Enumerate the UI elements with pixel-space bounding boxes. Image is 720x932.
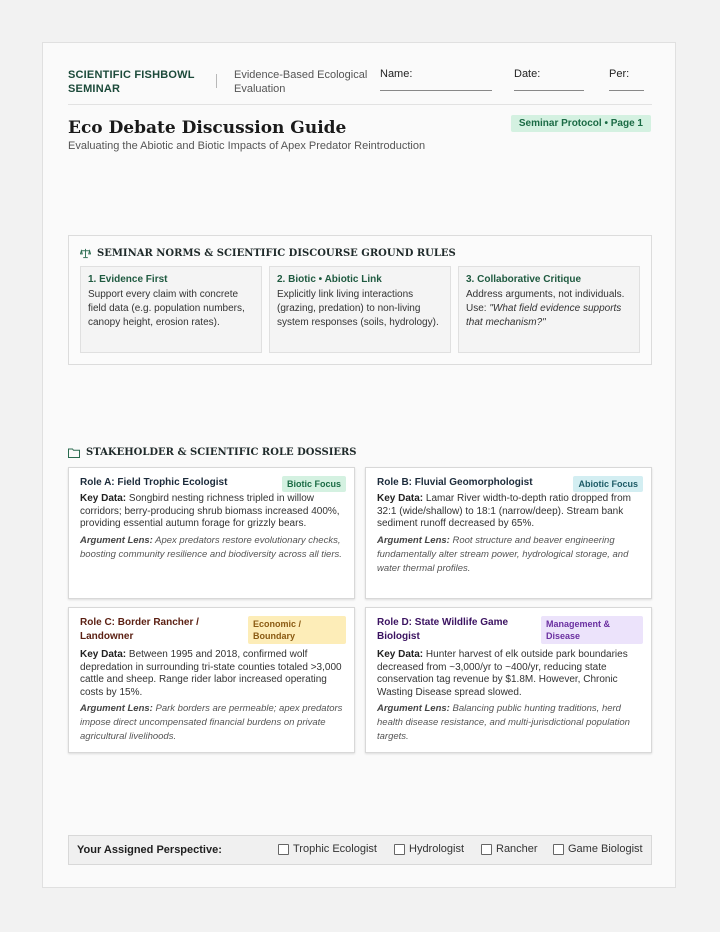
header-subtitle: Evidence-Based Ecological Evaluation: [234, 69, 368, 95]
dossiers-title: [68, 447, 357, 458]
key-data-label: Key Data:: [80, 493, 127, 504]
checkbox[interactable]: [553, 844, 564, 855]
role-tag: Management & Disease: [541, 616, 643, 644]
page-subtitle: Evaluating the Abiotic and Biotic Impacts of Apex Predator Reintroduction: [68, 140, 426, 152]
lens-text: Root structure and beaver engineering fundamentally alter stream power, hydrological storage, and water thermal profiles.: [377, 534, 629, 574]
option-label: Game Biologist: [568, 843, 643, 855]
role-card-c: [68, 607, 355, 753]
role-tag: Biotic Focus: [282, 476, 346, 492]
role-key-data: [80, 493, 344, 531]
option-trophic-ecologist[interactable]: [278, 843, 377, 855]
date-field-label: Date:: [514, 68, 541, 80]
checkbox[interactable]: [394, 844, 405, 855]
role-card-d: [365, 607, 652, 753]
date-field-line: [514, 90, 584, 91]
role-name: Role C: Border Rancher / Landowner: [80, 617, 199, 642]
key-data-label: Key Data:: [80, 649, 127, 660]
lens-label: Argument Lens:: [80, 534, 153, 546]
key-data-label: Key Data:: [377, 649, 424, 660]
perspective-label: Your Assigned Perspective:: [77, 844, 222, 856]
checkbox[interactable]: [481, 844, 492, 855]
checkbox[interactable]: [278, 844, 289, 855]
key-data-text: Lamar River width-to-depth ratio dropped from 32:1 (wide/shallow) to 18:1 (narrow/deep). Stream bank sediment runoff decreased by 65%.: [377, 493, 632, 529]
role-tag: Abiotic Focus: [573, 476, 643, 492]
role-key-data: [377, 493, 641, 531]
key-data-label: Key Data:: [377, 493, 424, 504]
header-divider: [216, 74, 217, 88]
norm-heading: 2. Biotic • Abiotic Link: [277, 274, 382, 285]
role-card-header: [80, 476, 344, 490]
norm-body: [466, 288, 632, 330]
norm-body: Support every claim with concrete field data (e.g. population numbers, canopy height, erosion rates).: [88, 289, 245, 328]
role-card-header: [80, 616, 344, 646]
norms-title-text: SEMINAR NORMS & SCIENTIFIC DISCOURSE GROUND RULES: [97, 248, 456, 259]
role-key-data: [377, 649, 641, 699]
norm-card: [269, 266, 451, 353]
norm-heading: 1. Evidence First: [88, 274, 168, 285]
role-card-a: [68, 467, 355, 599]
period-field-label: Per:: [609, 68, 630, 80]
lens-text: Apex predators restore evolutionary checks, boosting community resilience and biodiversity across all tiers.: [80, 534, 342, 560]
option-rancher[interactable]: [481, 843, 538, 855]
scale-icon: [80, 248, 91, 259]
lens-text: Park borders are permeable; apex predators impose direct uncompensated financial burdens on private agricultural livelihoods.: [80, 703, 343, 742]
key-data-text: Between 1995 and 2018, confirmed wolf depredation in surrounding tri-state counties totaled >3,000 cattle and sheep. Range rider labor increased operating costs by 15%.: [80, 649, 342, 698]
role-name: Role A: Field Trophic Ecologist: [80, 477, 228, 488]
option-label: Rancher: [496, 843, 538, 855]
role-argument-lens: [80, 702, 344, 744]
role-argument-lens: [377, 534, 641, 576]
dossiers-title-text: STAKEHOLDER & SCIENTIFIC ROLE DOSSIERS: [86, 447, 357, 458]
assigned-perspective-bar: [68, 835, 652, 865]
norms-panel: [68, 235, 652, 365]
role-name: Role B: Fluvial Geomorphologist: [377, 477, 533, 488]
header-rule: [68, 104, 652, 105]
name-field[interactable]: [380, 68, 412, 80]
period-field[interactable]: [609, 68, 629, 80]
option-game-biologist[interactable]: [553, 843, 643, 855]
role-argument-lens: [80, 534, 344, 562]
norm-body: Explicitly link living interactions (grazing, predation) to non-living system responses (soils, hydrology).: [277, 289, 439, 328]
worksheet-header: [68, 68, 652, 104]
norm-body-text: Address arguments, not individuals. Use:: [466, 289, 625, 314]
norm-card: [80, 266, 262, 353]
key-data-text: Songbird nesting richness tripled in willow corridors; berry-producing shrub biomass increased 400%, providing essential autumn forage for grizzly bears.: [80, 493, 340, 529]
lens-label: Argument Lens:: [377, 534, 450, 546]
role-tag: Economic / Boundary: [248, 616, 346, 644]
name-field-line: [380, 90, 492, 91]
lens-label: Argument Lens:: [377, 703, 450, 714]
norms-title: [80, 248, 456, 259]
norm-card: [458, 266, 640, 353]
brand-label: SCIENTIFIC FISHBOWL SEMINAR: [68, 69, 195, 95]
period-field-line: [609, 90, 644, 91]
role-name: Role D: State Wildlife Game Biologist: [377, 617, 509, 642]
role-card-b: [365, 467, 652, 599]
norm-heading: 3. Collaborative Critique: [466, 274, 582, 285]
role-card-header: [377, 616, 641, 646]
option-hydrologist[interactable]: [394, 843, 464, 855]
lens-text: Balancing public hunting traditions, herd health disease resistance, and multi-jurisdictional population targets.: [377, 703, 630, 742]
option-label: Trophic Ecologist: [293, 843, 377, 855]
worksheet-page: [42, 42, 676, 888]
name-field-label: Name:: [380, 68, 413, 80]
norm-quote: "What field evidence supports that mechanism?": [466, 303, 622, 328]
date-field[interactable]: [514, 68, 540, 80]
protocol-badge: Seminar Protocol • Page 1: [511, 115, 651, 132]
role-argument-lens: [377, 702, 641, 744]
role-key-data: [80, 649, 344, 699]
option-label: Hydrologist: [409, 843, 465, 855]
folder-icon: [68, 448, 80, 458]
page-title: Eco Debate Discussion Guide: [68, 118, 347, 138]
lens-label: Argument Lens:: [80, 703, 153, 714]
role-card-header: [377, 476, 641, 490]
key-data-text: Hunter harvest of elk outside park boundaries decreased from ~3,000/yr to ~400/yr, reducing state conservation tag revenue by $1.8M. However, Chronic Wasting Disease spread slowed.: [377, 649, 628, 698]
